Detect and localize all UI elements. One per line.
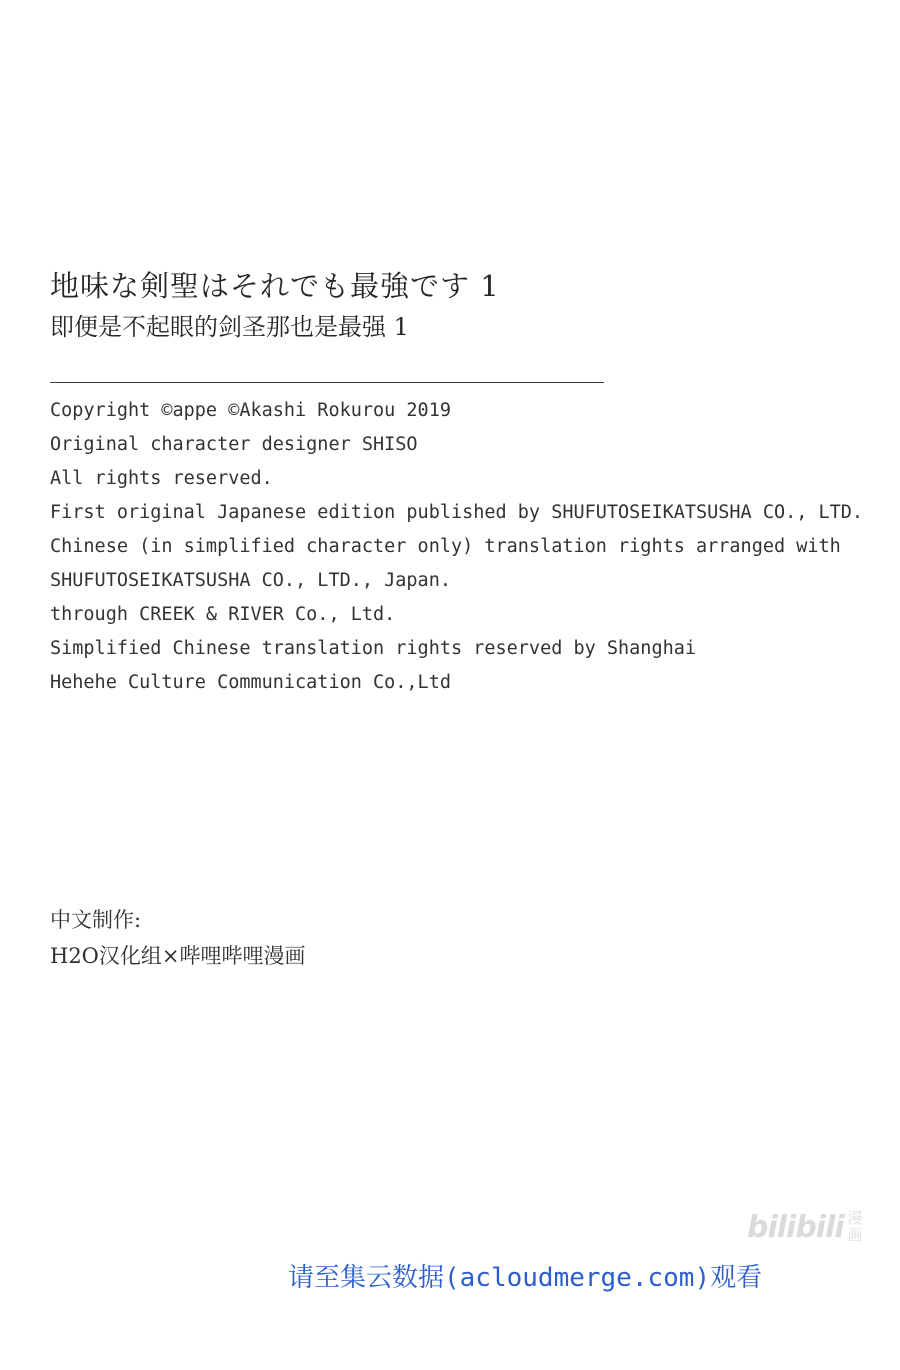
credits-label: 中文制作: bbox=[50, 908, 142, 932]
watermark-latin: bilibili bbox=[747, 1209, 844, 1245]
divider-line bbox=[50, 382, 604, 383]
title-japanese: 地味な剣聖はそれでも最強です 1 bbox=[50, 269, 500, 303]
copyright-line: All rights reserved. bbox=[50, 468, 273, 489]
title-chinese: 即便是不起眼的剑圣那也是最强 1 bbox=[50, 313, 409, 341]
copyright-line: Copyright ©appe ©Akashi Rokurou 2019 bbox=[50, 400, 451, 421]
copyright-line: First original Japanese edition published by SHUFUTOSEIKATSUSHA CO., LTD. bbox=[50, 502, 864, 523]
source-notice-link[interactable]: 请至集云数据(acloudmerge.com)观看 bbox=[288, 1263, 763, 1293]
copyright-line: Simplified Chinese translation rights reserved by Shanghai bbox=[50, 638, 697, 659]
copyright-line: Hehehe Culture Communication Co.,Ltd bbox=[50, 672, 451, 693]
copyright-line: Original character designer SHISO bbox=[50, 434, 418, 455]
copyright-line: SHUFUTOSEIKATSUSHA CO., LTD., Japan. bbox=[50, 570, 451, 591]
watermark-chinese: 漫画 bbox=[847, 1209, 863, 1244]
bilibili-manga-watermark-logo bbox=[747, 1205, 872, 1249]
production-credits bbox=[50, 902, 306, 974]
copyright-line: through CREEK & RIVER Co., Ltd. bbox=[50, 604, 396, 625]
copyright-block bbox=[50, 396, 890, 702]
credits-groups: H2O汉化组×哔哩哔哩漫画 bbox=[50, 944, 306, 968]
copyright-line: Chinese (in simplified character only) translation rights arranged with bbox=[50, 536, 841, 557]
